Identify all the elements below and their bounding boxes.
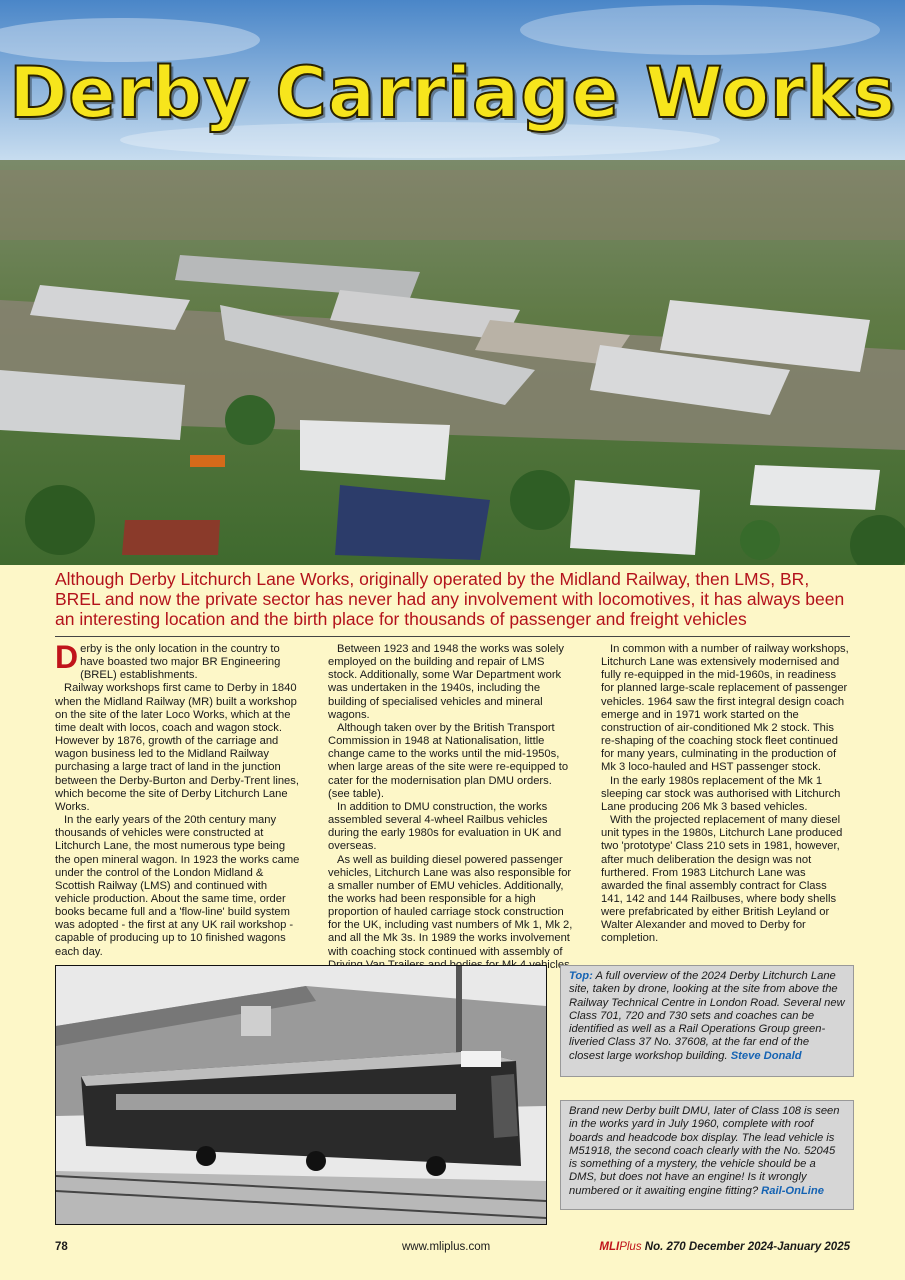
caption-label: Top:	[569, 970, 593, 982]
paragraph: In the early years of the 20th century many thousands of vehicles were constructed at Litchurch Lane, the most numerous type being the open mineral wagon. In 1923 the works came under the control of the London Midland & Scottish Railway (LMS) and continued with vehicle production. About the same time, order books became full and a 'flow-line' build system was adopted - the first at any UK rail workshop - capable of producing up to 10 finished wagons each day.	[55, 814, 300, 958]
caption-text: Brand new Derby built DMU, later of Class 108 is seen in the works yard in July 1960, complete with roof boards and headcode box display. The lead vehicle is M51918, the second coach clearly with the No. 52045 is something of a mystery, the vehicle should be a DMS, but does not have an engine! Is it wrongly numbered or it awaiting engine fitting?	[569, 1105, 840, 1197]
website-link[interactable]: www.mliplus.com	[402, 1241, 491, 1253]
paragraph: In addition to DMU construction, the works assembled several 4-wheel Railbus vehicles during the early 1980s for evaluation in UK and overseas.	[328, 800, 562, 853]
dmu-photo	[55, 965, 547, 1225]
paragraph: Between 1923 and 1948 the works was solely employed on the building and repair of LMS stock. Additionally, some War Department work was undertaken in the 1940s, including the building of specialised vehicles and mineral wagons.	[328, 643, 565, 721]
page-title: Derby Carriage Works	[9, 52, 896, 134]
issue-text: No. 270 December 2024-January 2025	[644, 1241, 850, 1253]
standfirst: Although Derby Litchurch Lane Works, originally operated by the Midland Railway, then LMS, BR, BREL and now the private sector has never had any involvement with locomotives, it has always been an interesting location and the birth place for thousands of passenger and freight vehicles	[55, 569, 845, 629]
issue-info	[599, 1241, 850, 1253]
article-column-1	[55, 639, 303, 972]
paragraph	[55, 639, 303, 682]
paragraph: Although taken over by the British Transport Commission in 1948 at Nationalisation, little change came to the works until the mid-1950s, when large areas of the site were re-equipped to cater for the modernisation plan DMU orders. (see table).	[328, 721, 569, 800]
photo-credit: Steve Donald	[730, 1049, 802, 1062]
article-column-2	[328, 643, 576, 972]
paragraph: In common with a number of railway workshops, Litchurch Lane was extensively modernised and fully re-equipped in the mid-1960s, in readiness for planned large-scale replacement of passenger vehicles. 1964 saw the first integral design coach emerge and in 1971 work started on the construction of air-conditioned Mk 2 stock. This re-shaping of the coaching stock fleet continued for many years, culminating in the production of Mk 3 loco-hauled and HST passenger stock.	[601, 643, 849, 774]
paragraph: With the projected replacement of many diesel unit types in the 1980s, Litchurch Lane produced two 'prototype' Class 210 sets in 1981, however, after much deliberation the design was not furthered. From 1983 Litchurch Lane was awarded the final assembly contract for Class 141, 142 and 144 Railbuses, where body shells were prefabricated by either British Leyland or Walter Alexander and moved to Derby for completion.	[601, 814, 843, 945]
brand-mli: MLI	[599, 1241, 620, 1253]
photo-credit: Rail-OnLine	[761, 1184, 824, 1197]
paragraph: In the early 1980s replacement of the Mk 1 sleeping car stock was authorised with Litchurch Lane producing 206 Mk 3 based vehicles.	[601, 774, 841, 813]
page-number: 78	[55, 1241, 68, 1253]
photo-caption-dmu	[560, 1100, 854, 1210]
photo-caption-top	[560, 965, 854, 1077]
article-body	[55, 639, 850, 972]
paragraph-text: erby is the only location in the country to have boasted two major BR Engineering (BREL) establishments.	[80, 643, 281, 682]
paragraph: As well as building diesel powered passenger vehicles, Litchurch Lane was also responsible for a smaller number of EMU vehicles. Additionally, the works had been responsible for a high proportion of hauled carriage stock construction for the UK, including vast numbers of Mk 1, Mk 2, and all the Mk 3s. In 1989 the works involvement with coaching stock continued with assembly of vehicles.	[328, 853, 573, 971]
brand-plus: Plus	[619, 1241, 642, 1253]
article-column-3	[601, 643, 849, 972]
drop-cap: D	[55, 639, 79, 675]
paragraph: Railway workshops first came to Derby in 1840 when the Midland Railway (MR) built a workshop on the site of the later Loco Works, which at the time dealt with locos, coach and wagon stock. However by 1876, growth of the carriage and wagon business led to the Midland Railway purchasing a large tract of land in the junction between the Derby-Burton and Derby-Trent lines, which become the site of Derby Litchurch Lane Works.	[55, 682, 299, 813]
divider	[55, 636, 850, 637]
caption-text: A full overview of the 2024 Derby Litchurch Lane site, taken by drone, looking at the site from above the Railway Technical Centre in London Road. Several new Class 701, 720 and 730 sets and coaches can be identified as well as a Rail Operations Group green-liveried Class 37 No. 37608, at the far end of the closest large workshop building.	[569, 970, 845, 1062]
